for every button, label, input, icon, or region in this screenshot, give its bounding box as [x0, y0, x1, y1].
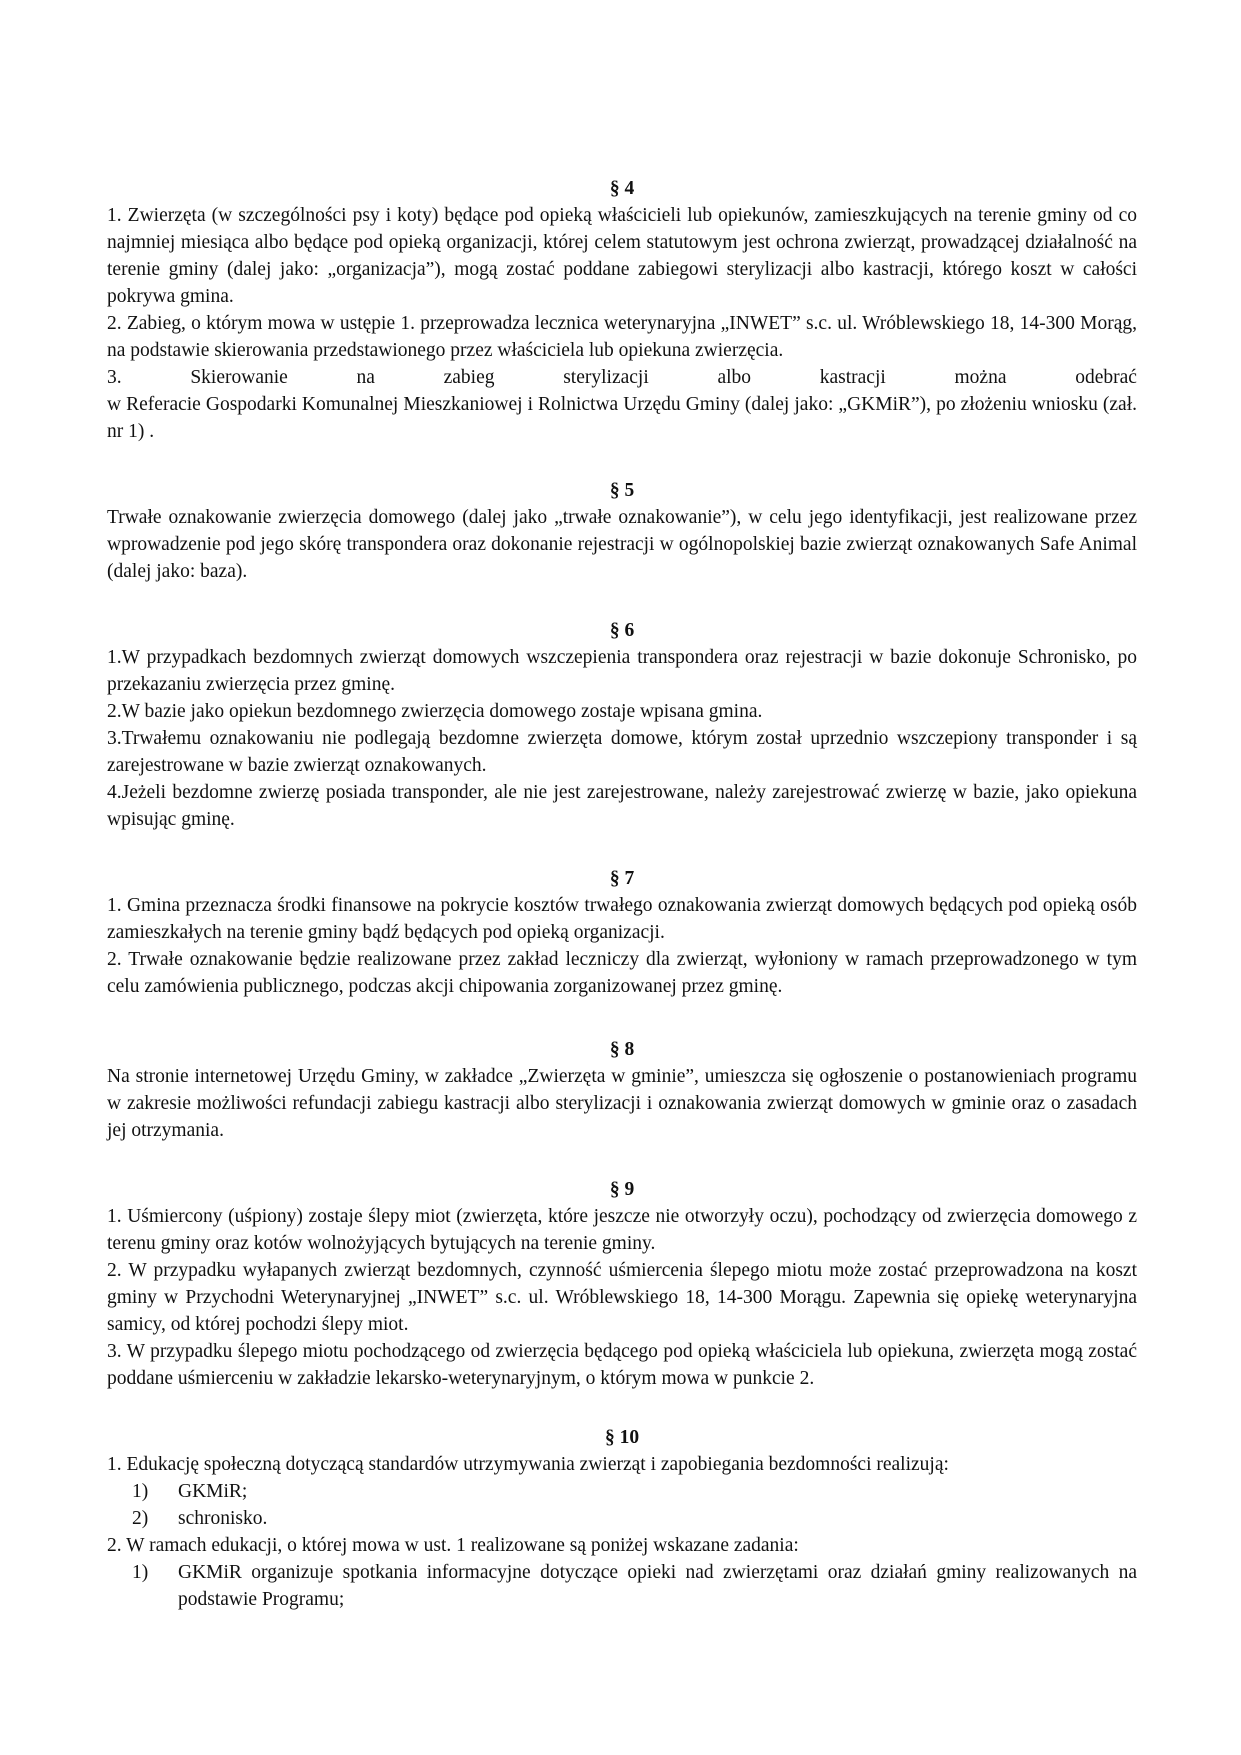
word: można	[954, 367, 1007, 388]
list-number: 2)	[132, 1508, 149, 1529]
list-number: 1)	[132, 1562, 149, 1583]
section-5-paragraph-1: Trwałe oznakowanie zwierzęcia domowego (dalej jako „trwałe oznakowanie”), w celu jego identyfikacji, jest realizowane przez wprowadzenie pod jego skórę transpondera oraz dokonanie rejestracji w ogólnopolskiej bazie zwierząt oznakowanych Safe Animal (dalej jako: baza).	[107, 507, 1137, 582]
section-10-paragraph-1: 1. Edukację społeczną dotyczącą standardów utrzymywania zwierząt i zapobiegania bezdomności realizują:	[107, 1454, 949, 1475]
word: na	[356, 367, 375, 388]
spacer	[107, 585, 1137, 617]
section-6-paragraph-1: 1.W przypadkach bezdomnych zwierząt domowych wszczepienia transpondera oraz rejestracji w bazie dokonuje Schronisko, po przekazaniu zwierzęcia przez gminę.	[107, 647, 1137, 695]
word: zabieg	[443, 367, 495, 388]
document-page	[107, 175, 1137, 1613]
word: 3.	[107, 367, 122, 388]
section-heading-4: § 4	[609, 178, 635, 199]
list-text: GKMiR organizuje spotkania informacyjne dotyczące opieki nad zwierzętami oraz działań gminy realizowanych na podstawie Programu;	[178, 1562, 1137, 1610]
section-4-paragraph-2: 2. Zabieg, o którym mowa w ustępie 1. przeprowadza lecznica weterynaryjna „INWET” s.c. ul. Wróblewskiego 18, 14-300 Morąg, na podstawie skierowania przedstawionego przez właściciela lub opiekuna zwierzęcia.	[107, 313, 1137, 361]
section-9-paragraph-1: 1. Uśmiercony (uśpiony) zostaje ślepy miot (zwierzęta, które jeszcze nie otworzyły oczu), pochodzący od zwierzęcia domowego z terenu gminy oraz kotów wolnożyjących bytujących na terenie gminy.	[107, 1206, 1137, 1254]
section-heading-9: § 9	[609, 1179, 635, 1200]
spacer	[107, 1144, 1137, 1176]
section-4-paragraph-1: 1. Zwierzęta (w szczególności psy i koty) będące pod opieką właścicieli lub opiekunów, zamieszkujących na terenie gminy od co najmniej miesiąca albo będące pod opieką organizacji, której celem statutowym jest ochrona zwierząt, prowadzącej działalność na terenie gminy (dalej jako: „organizacja”), mogą zostać poddane zabiegowi sterylizacji albo kastracji, którego koszt w całości pokrywa gmina.	[107, 205, 1137, 307]
section-heading-10: § 10	[604, 1427, 640, 1448]
section-4-paragraph-3-rest: w Referacie Gospodarki Komunalnej Mieszkaniowej i Rolnictwa Urzędu Gminy (dalej jako: „GKMiR”), po złożeniu wniosku (zał. nr 1) .	[107, 394, 1137, 442]
section-9-paragraph-3: 3. W przypadku ślepego miotu pochodzącego od zwierzęcia będącego pod opieką właściciela lub opiekuna, zwierzęta mogą zostać poddane uśmierceniu w zakładzie lekarsko-weterynaryjnym, o którym mowa w punkcie 2.	[107, 1341, 1137, 1389]
list-text: schronisko.	[178, 1508, 268, 1529]
section-6-paragraph-4: 4.Jeżeli bezdomne zwierzę posiada transponder, ale nie jest zarejestrowane, należy zarejestrować zwierzę w bazie, jako opiekuna wpisując gminę.	[107, 782, 1137, 830]
section-heading-7: § 7	[609, 868, 635, 889]
word: odebrać	[1075, 367, 1137, 388]
section-heading-8: § 8	[609, 1039, 635, 1060]
section-7-paragraph-1: 1. Gmina przeznacza środki finansowe na pokrycie kosztów trwałego oznakowania zwierząt domowych będących pod opieką osób zamieszkałych na terenie gminy bądź będących pod opieką organizacji.	[107, 895, 1137, 943]
spacer	[107, 1392, 1137, 1424]
section-7-paragraph-2: 2. Trwałe oznakowanie będzie realizowane przez zakład leczniczy dla zwierząt, wyłoniony w ramach przeprowadzonego w tym celu zamówienia publicznego, podczas akcji chipowania zorganizowanej przez gminę.	[107, 949, 1137, 997]
word: albo	[717, 367, 752, 388]
list-item	[107, 1559, 1137, 1613]
section-heading-6: § 6	[609, 620, 635, 641]
word: kastracji	[819, 367, 886, 388]
section-4-paragraph-3-first-line	[107, 364, 1137, 391]
spacer	[107, 1000, 1137, 1036]
section-8-paragraph-1: Na stronie internetowej Urzędu Gminy, w zakładce „Zwierzęta w gminie”, umieszcza się ogłoszenie o postanowieniach programu w zakresie możliwości refundacji zabiegu kastracji albo sterylizacji i oznakowania zwierząt domowych w gminie oraz o zasadach jej otrzymania.	[107, 1066, 1137, 1141]
section-10-paragraph-2: 2. W ramach edukacji, o której mowa w ust. 1 realizowane są poniżej wskazane zadania:	[107, 1535, 799, 1556]
spacer	[107, 833, 1137, 865]
word: Skierowanie	[190, 367, 288, 388]
section-heading-5: § 5	[609, 480, 635, 501]
spacer	[107, 445, 1137, 477]
list-item	[107, 1505, 1137, 1532]
list-item	[107, 1478, 1137, 1505]
section-9-paragraph-2: 2. W przypadku wyłapanych zwierząt bezdomnych, czynność uśmiercenia ślepego miotu może zostać przeprowadzona na koszt gminy w Przychodni Weterynaryjnej „INWET” s.c. ul. Wróblewskiego 18, 14-300 Morągu. Zapewnia się opiekę weterynaryjna samicy, od której pochodzi ślepy miot.	[107, 1260, 1137, 1335]
list-text: GKMiR;	[178, 1481, 248, 1502]
section-6-paragraph-3: 3.Trwałemu oznakowaniu nie podlegają bezdomne zwierzęta domowe, którym został uprzednio wszczepiony transponder i są zarejestrowane w bazie zwierząt oznakowanych.	[107, 728, 1137, 776]
section-6-paragraph-2: 2.W bazie jako opiekun bezdomnego zwierzęcia domowego zostaje wpisana gmina.	[107, 701, 763, 722]
list-number: 1)	[132, 1481, 149, 1502]
word: sterylizacji	[563, 367, 649, 388]
